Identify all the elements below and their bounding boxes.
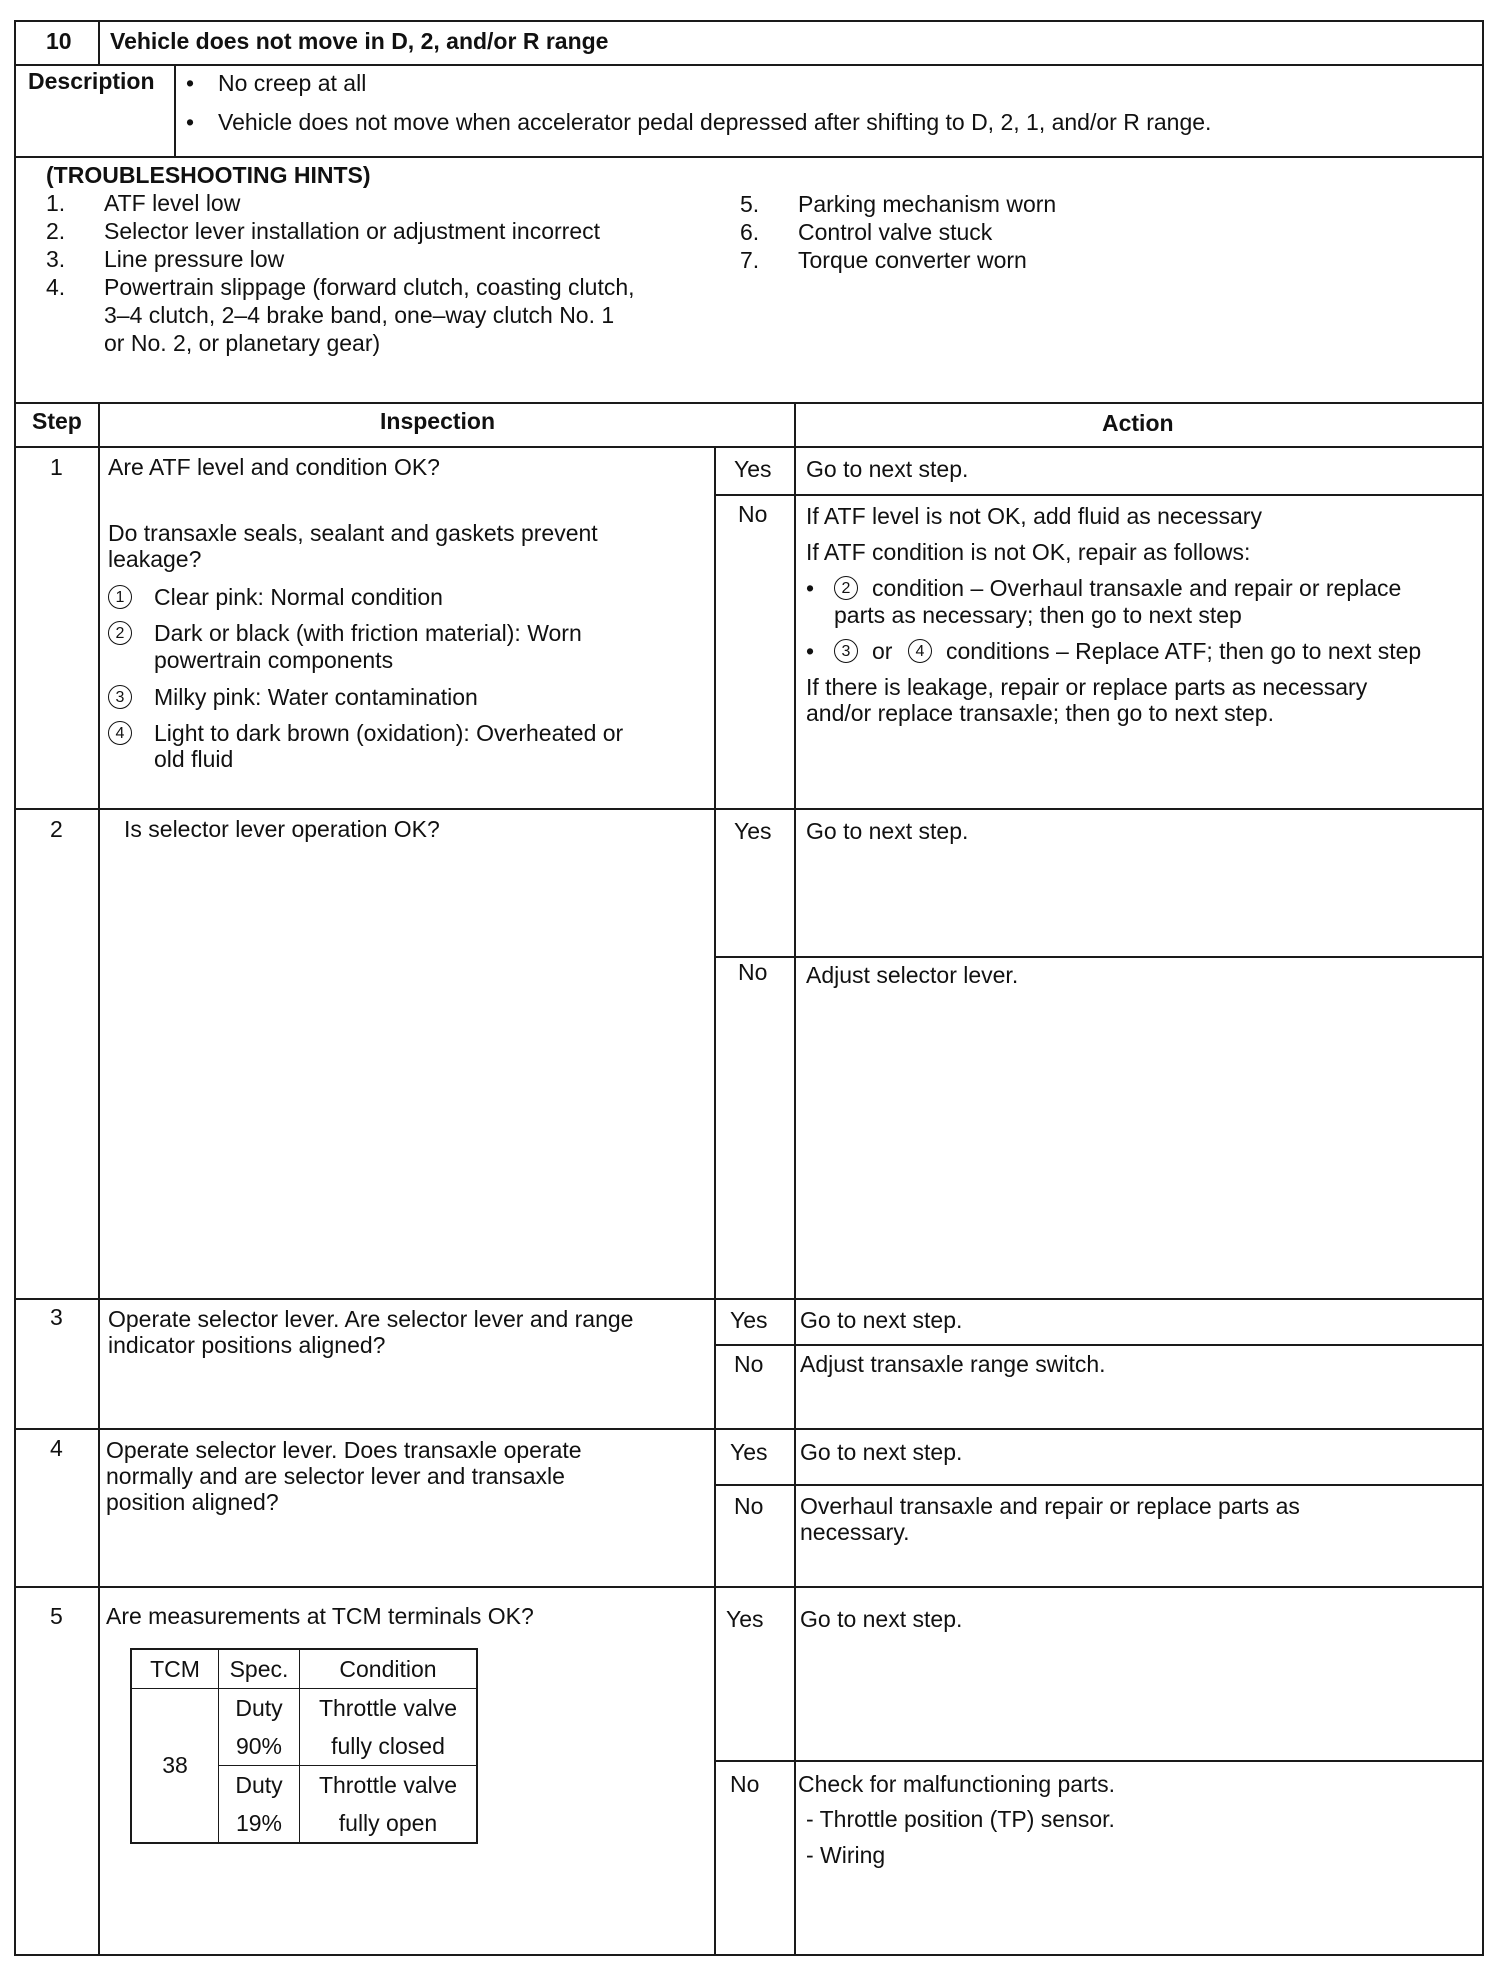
inspection-question: Operate selector lever. Are selector lever and range (108, 1306, 634, 1332)
no-action: Overhaul transaxle and repair or replace parts as (800, 1493, 1300, 1519)
no-label: No (738, 959, 768, 985)
condition-text: Clear pink: Normal condition (154, 584, 443, 610)
hint-text: Torque converter worn (798, 247, 1027, 273)
no-action: - Throttle position (TP) sensor. (806, 1806, 1115, 1832)
step-number: 1 (50, 454, 63, 480)
yes-action: Go to next step. (806, 456, 969, 482)
inspection-question: Are measurements at TCM terminals OK? (106, 1603, 534, 1629)
hint-text: ATF level low (104, 190, 241, 216)
condition-mark (108, 584, 132, 611)
hint-text: Parking mechanism worn (798, 191, 1057, 217)
yes-label: Yes (726, 1606, 764, 1632)
condition-cell: Throttle valve (300, 1766, 478, 1805)
no-action: Adjust selector lever. (806, 962, 1019, 988)
hint-text: 3–4 clutch, 2–4 brake band, one–way clutch No. 1 (104, 302, 615, 328)
rule (14, 64, 1484, 66)
tcm-spec-table (130, 1648, 478, 1844)
yes-label: Yes (730, 1439, 768, 1465)
no-action: necessary. (800, 1519, 910, 1545)
column-header-inspection: Inspection (380, 408, 496, 434)
condition-text: Milky pink: Water contamination (154, 684, 478, 710)
no-action: parts as necessary; then go to next step (834, 602, 1242, 628)
inspection-question: position aligned? (106, 1489, 279, 1515)
spec-cell: Duty (219, 1766, 300, 1805)
condition-text: Dark or black (with friction material): Worn (154, 620, 582, 646)
hint-text: Control valve stuck (798, 219, 993, 245)
no-label: No (734, 1351, 764, 1377)
hints-title: (TROUBLESHOOTING HINTS) (46, 162, 371, 188)
inspection-question: Do transaxle seals, sealant and gaskets prevent (108, 520, 598, 546)
inspection-question: Is selector lever operation OK? (124, 816, 440, 842)
no-action: or (872, 638, 893, 664)
step-number: 2 (50, 816, 63, 842)
circled-number-icon: 2 (108, 621, 132, 645)
no-action: conditions – Replace ATF; then go to next step (946, 638, 1422, 664)
yes-label: Yes (734, 818, 772, 844)
condition-mark (108, 620, 132, 647)
rule (14, 1954, 1484, 1956)
condition-cell: Throttle valve (300, 1689, 478, 1728)
inspection-question: normally and are selector lever and transaxle (106, 1463, 565, 1489)
no-action: condition – Overhaul transaxle and repair or replace (872, 575, 1402, 601)
table-header: Spec. (219, 1649, 300, 1689)
condition-mark (108, 684, 132, 711)
yes-label: Yes (730, 1307, 768, 1333)
no-action (834, 638, 858, 665)
hint-number: 4. (46, 274, 66, 300)
condition-text: Light to dark brown (oxidation): Overheated or (154, 720, 624, 746)
spec-cell: Duty (219, 1689, 300, 1728)
circled-number-icon: 3 (108, 685, 132, 709)
no-action: If ATF condition is not OK, repair as follows: (806, 539, 1251, 565)
hint-number: 5. (740, 191, 760, 217)
hint-text: Line pressure low (104, 246, 285, 272)
rule (14, 446, 1484, 448)
yes-action: Go to next step. (806, 818, 969, 844)
rule (714, 956, 1484, 958)
rule (174, 64, 176, 158)
rule (14, 156, 1484, 158)
rule (14, 20, 16, 1956)
rule (98, 20, 100, 66)
column-header-step: Step (32, 408, 82, 434)
no-action (834, 575, 858, 602)
inspection-question: Operate selector lever. Does transaxle operate (106, 1437, 582, 1463)
hint-number: 1. (46, 190, 66, 216)
no-action: - Wiring (806, 1842, 886, 1868)
circled-number-icon: 2 (834, 576, 858, 600)
problem-number: 10 (46, 28, 72, 54)
inspection-question: Are ATF level and condition OK? (108, 454, 440, 480)
no-action: Check for malfunctioning parts. (798, 1771, 1116, 1797)
rule (14, 402, 1484, 404)
circled-number-icon: 3 (834, 639, 858, 663)
hint-text: Powertrain slippage (forward clutch, coasting clutch, (104, 274, 635, 300)
no-label: No (738, 501, 768, 527)
bullet: • (806, 638, 815, 664)
hint-number: 2. (46, 218, 66, 244)
circled-number-icon: 4 (108, 721, 132, 745)
rule (14, 1428, 1484, 1430)
description-label: Description (28, 68, 155, 94)
hint-number: 3. (46, 246, 66, 272)
no-label: No (734, 1493, 764, 1519)
condition-cell: fully open (300, 1804, 478, 1843)
spec-cell: 19% (219, 1804, 300, 1843)
rule (14, 1298, 1484, 1300)
spec-cell: 90% (219, 1727, 300, 1766)
step-number: 3 (50, 1304, 63, 1330)
yes-action: Go to next step. (800, 1307, 963, 1333)
condition-mark (108, 720, 132, 747)
problem-title: Vehicle does not move in D, 2, and/or R range (110, 28, 609, 54)
yes-action: Go to next step. (800, 1439, 963, 1465)
no-action: Adjust transaxle range switch. (800, 1351, 1106, 1377)
bullet: • (806, 575, 815, 601)
inspection-question: leakage? (108, 546, 202, 572)
terminal-cell: 38 (131, 1689, 219, 1844)
table-header: TCM (131, 1649, 219, 1689)
no-action: If there is leakage, repair or replace parts as necessary (806, 674, 1368, 700)
description-item: No creep at all (218, 70, 367, 96)
rule (98, 402, 100, 1956)
hint-text: Selector lever installation or adjustment incorrect (104, 218, 601, 244)
description-item: Vehicle does not move when accelerator pedal depressed after shifting to D, 2, 1, and/or R range. (218, 109, 1212, 135)
rule (714, 1760, 1484, 1762)
rule (714, 446, 716, 1956)
rule (714, 1344, 1484, 1346)
rule (14, 808, 1484, 810)
no-label: No (730, 1771, 760, 1797)
rule (794, 402, 796, 1956)
step-number: 5 (50, 1603, 63, 1629)
table-header: Condition (300, 1649, 478, 1689)
condition-text: powertrain components (154, 647, 394, 673)
condition-text: old fluid (154, 746, 234, 772)
no-action: and/or replace transaxle; then go to next step. (806, 700, 1274, 726)
yes-label: Yes (734, 456, 772, 482)
condition-cell: fully closed (300, 1727, 478, 1766)
yes-action: Go to next step. (800, 1606, 963, 1632)
rule (714, 494, 1484, 496)
no-action: If ATF level is not OK, add fluid as necessary (806, 503, 1262, 529)
hint-number: 6. (740, 219, 760, 245)
inspection-question: indicator positions aligned? (108, 1332, 386, 1358)
bullet: • (186, 70, 195, 96)
step-number: 4 (50, 1435, 63, 1461)
column-header-action: Action (1102, 410, 1174, 436)
rule (1482, 20, 1484, 1956)
hint-text: or No. 2, or planetary gear) (104, 330, 381, 356)
circled-number-icon: 1 (108, 585, 132, 609)
hint-number: 7. (740, 247, 760, 273)
bullet: • (186, 109, 195, 135)
rule (714, 1484, 1484, 1486)
rule (14, 1586, 1484, 1588)
no-action (908, 638, 932, 665)
circled-number-icon: 4 (908, 639, 932, 663)
